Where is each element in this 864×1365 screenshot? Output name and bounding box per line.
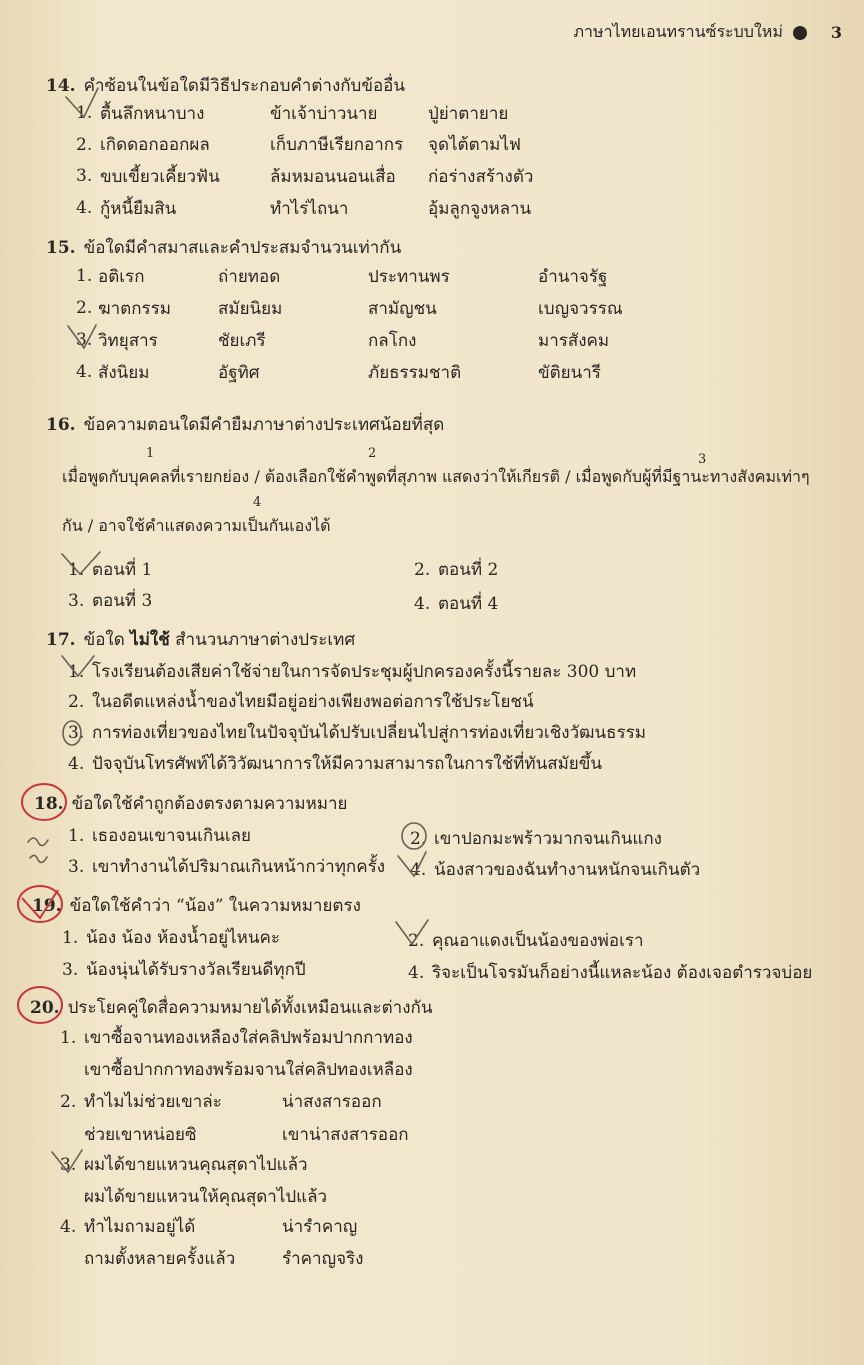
option-line-1: ทำไมถามอยู่ได้	[84, 1217, 196, 1237]
segment-label: 4	[253, 495, 262, 510]
option-number[interactable]: 1.	[68, 662, 85, 682]
option-c: จุดไต้ตามไฟ	[428, 135, 521, 155]
option-number[interactable]: 4.	[60, 1217, 77, 1237]
option-b: อัฐทิศ	[218, 363, 260, 383]
option-b: ถ่ายทอด	[218, 267, 281, 287]
option-number[interactable]: 2.	[60, 1092, 77, 1112]
option-text: โรงเรียนต้องเสียค่าใช้จ่ายในการจัดประชุมผู้ปกครองครั้งนี้รายละ 300 บาท	[92, 662, 637, 682]
option-b: ทำไร่ไถนา	[270, 199, 349, 219]
option-text: เขาทำงานได้ปริมาณเกินหน้ากว่าทุกครั้ง	[92, 857, 386, 877]
option-c: ประทานพร	[368, 267, 450, 287]
option-text: เขาปอกมะพร้าวมากจนเกินแกง	[434, 829, 662, 849]
option-number[interactable]: 1.	[68, 826, 85, 846]
option-number[interactable]: 2.	[410, 829, 427, 849]
question-number: 18.	[34, 794, 64, 814]
option-a: วิทยุสาร	[98, 331, 158, 351]
option-right-1: น่ารำคาญ	[282, 1217, 358, 1237]
option-b: เก็บภาษีเรียกอากร	[270, 135, 404, 155]
option-number[interactable]: 4.	[68, 754, 85, 774]
page-header	[573, 20, 842, 45]
option-c: กลโกง	[368, 331, 417, 351]
segment-label: 3	[698, 452, 707, 467]
option-c: สามัญชน	[368, 299, 437, 319]
option-number[interactable]: 2.	[68, 692, 85, 712]
option-text: น้อง น้อง ห้องน้ำอยู่ไหนคะ	[86, 928, 281, 948]
option-number[interactable]: 2.	[414, 560, 431, 580]
question-number: 17.	[46, 630, 76, 650]
option-number[interactable]: 3.	[60, 1155, 77, 1175]
option-a: สังนิยม	[98, 363, 150, 383]
question-text: ข้อใดมีคำสมาสและคำประสมจำนวนเท่ากัน	[83, 238, 402, 258]
option-c: ก่อร่างสร้างตัว	[428, 167, 534, 187]
option-a: อติเรก	[98, 267, 145, 287]
question-number: 20.	[30, 998, 60, 1018]
option-number[interactable]: 2.	[408, 931, 425, 951]
option-b: ล้มหมอนนอนเสื่อ	[270, 167, 396, 187]
page-number: 3	[830, 23, 842, 42]
bullet-icon	[793, 26, 807, 40]
question-text-pre: ข้อใด	[83, 630, 125, 650]
option-number[interactable]: 2.	[76, 298, 93, 318]
question-14	[46, 72, 405, 99]
option-number[interactable]: 4.	[76, 362, 93, 382]
passage-line-1: เมื่อพูดกับบุคคลที่เรายกย่อง / ต้องเลือกใช้คำพูดที่สุภาพ แสดงว่าให้เกียรติ / เมื่อพูดกับผู้ที่มีฐานะทางสังคมเท่าๆ	[62, 467, 810, 486]
question-text: ประโยคคู่ใดสื่อความหมายได้ทั้งเหมือนและต่างกัน	[67, 998, 433, 1018]
question-number: 15.	[46, 238, 76, 258]
option-line-2: เขาซื้อปากกาทองพร้อมจานใส่คลิปทองเหลือง	[84, 1060, 413, 1080]
question-text: ข้อใดใช้คำว่า “น้อง” ในความหมายตรง	[69, 896, 361, 916]
question-text-post: สำนวนภาษาต่างประเทศ	[175, 630, 356, 650]
question-17	[46, 626, 355, 653]
option-number[interactable]: 3.	[76, 330, 93, 350]
option-text: เธองอนเขาจนเกินเลย	[92, 826, 252, 846]
option-number[interactable]: 4.	[76, 198, 93, 218]
option-number[interactable]: 4.	[414, 594, 431, 614]
option-b: ข้าเจ้าบ่าวนาย	[270, 104, 378, 124]
option-number[interactable]: 1.	[62, 928, 79, 948]
question-number: 19.	[32, 896, 62, 916]
option-d: อำนาจรัฐ	[538, 267, 608, 287]
option-a: ฆาตกรรม	[98, 299, 171, 319]
question-18	[34, 790, 348, 817]
question-20	[30, 994, 432, 1021]
option-right-1: น่าสงสารออก	[282, 1092, 382, 1112]
option-number[interactable]: 1.	[76, 266, 93, 286]
option-number[interactable]: 3.	[68, 591, 85, 611]
question-16	[46, 411, 444, 438]
option-a: ตื้นลึกหนาบาง	[100, 104, 205, 124]
question-19	[32, 892, 361, 919]
option-number[interactable]: 4.	[408, 963, 425, 983]
option-number[interactable]: 1.	[68, 560, 85, 580]
option-number[interactable]: 1.	[76, 103, 93, 123]
question-text: ข้อความตอนใดมีคำยืมภาษาต่างประเทศน้อยที่สุด	[83, 415, 445, 435]
option-a: ขบเขี้ยวเคี้ยวฟัน	[100, 167, 220, 187]
question-text: ข้อใดใช้คำถูกต้องตรงตามความหมาย	[71, 794, 348, 814]
option-line-1: ทำไมไม่ช่วยเขาล่ะ	[84, 1092, 222, 1112]
option-line-2: ผมได้ขายแหวนให้คุณสุดาไปแล้ว	[84, 1187, 328, 1207]
option-number[interactable]: 3.	[68, 723, 85, 743]
option-d: ขัติยนารี	[538, 363, 601, 383]
segment-label: 1	[146, 446, 155, 461]
option-right-2: เขาน่าสงสารออก	[282, 1125, 409, 1145]
option-text: ตอนที่ 1	[92, 560, 153, 580]
option-b: สมัยนิยม	[218, 299, 283, 319]
option-text: ตอนที่ 3	[92, 591, 153, 611]
option-text: คุณอาแดงเป็นน้องของพ่อเรา	[432, 931, 644, 951]
option-line-2: ถามตั้งหลายครั้งแล้ว	[84, 1249, 236, 1269]
option-text: น้องนุ่นได้รับรางวัลเรียนดีทุกปี	[86, 960, 306, 980]
question-text: คำซ้อนในข้อใดมีวิธีประกอบคำต่างกับข้ออื่น	[83, 76, 405, 96]
option-c: อุ้มลูกจูงหลาน	[428, 199, 532, 219]
passage-line-2: กัน / อาจใช้คำแสดงความเป็นกันเองได้	[62, 516, 331, 535]
option-right-2: รำคาญจริง	[282, 1249, 364, 1269]
option-text: ปัจจุบันโทรศัพท์ได้วิวัฒนาการให้มีความสามารถในการใช้ที่ทันสมัยขึ้น	[92, 754, 602, 774]
option-text: ตอนที่ 4	[438, 594, 499, 614]
question-15	[46, 234, 401, 261]
header-title: ภาษาไทยเอนทรานซ์ระบบใหม่	[573, 22, 783, 41]
option-number[interactable]: 3.	[76, 166, 93, 186]
option-text: ริจะเป็นโจรมันก็อย่างนี้แหละน้อง ต้องเจอตำรวจบ่อย	[432, 963, 813, 983]
option-c: ปู่ย่าตายาย	[428, 104, 509, 124]
question-number: 14.	[46, 76, 76, 96]
option-number[interactable]: 3.	[68, 857, 85, 877]
option-number[interactable]: 3.	[62, 960, 79, 980]
option-text: ในอดีตแหล่งน้ำของไทยมีอยู่อย่างเพียงพอต่อการใช้ประโยชน์	[92, 692, 534, 712]
question-emphasis: ไม่ใช้	[130, 630, 170, 650]
option-text: การท่องเที่ยวของไทยในปัจจุบันได้ปรับเปลี่ยนไปสู่การท่องเที่ยวเชิงวัฒนธรรม	[92, 723, 646, 743]
option-number[interactable]: 4.	[410, 860, 427, 880]
option-a: เกิดดอกออกผล	[100, 135, 210, 155]
option-text: น้องสาวของฉันทำงานหนักจนเกินตัว	[434, 860, 701, 880]
option-d: มารสังคม	[538, 331, 610, 351]
segment-label: 2	[368, 446, 377, 461]
question-number: 16.	[46, 415, 76, 435]
option-line-1: เขาซื้อจานทองเหลืองใส่คลิปพร้อมปากกาทอง	[84, 1028, 413, 1048]
option-number[interactable]: 2.	[76, 135, 93, 155]
option-line-2: ช่วยเขาหน่อยซิ	[84, 1125, 197, 1145]
option-d: เบญจวรรณ	[538, 299, 623, 319]
option-number[interactable]: 1.	[60, 1028, 77, 1048]
option-c: ภัยธรรมชาติ	[368, 363, 462, 383]
option-line-1: ผมได้ขายแหวนคุณสุดาไปแล้ว	[84, 1155, 308, 1175]
option-text: ตอนที่ 2	[438, 560, 499, 580]
option-b: ชัยเภรี	[218, 331, 266, 351]
option-a: กู้หนี้ยืมสิน	[100, 199, 177, 219]
